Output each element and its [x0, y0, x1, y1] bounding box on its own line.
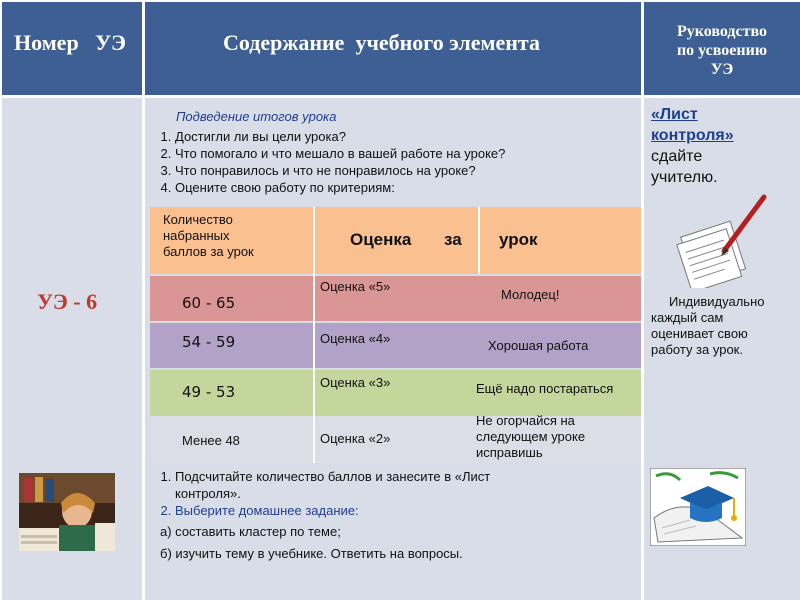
summary-title: Подведение итогов урока	[176, 109, 337, 124]
row-points: 60 - 65	[182, 294, 236, 312]
row-comment-line: следующем уроке	[476, 429, 586, 444]
summary-item: 3. Что понравилось и что не понравилось на уроке?	[175, 162, 505, 179]
task-item-line: Выберите домашнее задание:	[175, 503, 359, 518]
control-sheet-link[interactable]: «Лист	[651, 106, 698, 123]
task-item-line: контроля».	[175, 486, 241, 501]
header-number-cell	[2, 2, 142, 95]
student-photo	[19, 473, 115, 551]
table-divider	[478, 207, 480, 274]
guide-note-line: работу за урок.	[651, 342, 743, 357]
task-item	[175, 468, 615, 502]
row-comment-line: Не огорчайся на	[476, 413, 575, 428]
header-number-label: Номер УЭ	[14, 30, 126, 55]
guide-note-line: Индивидуально	[669, 294, 765, 309]
unit-cell	[2, 98, 142, 600]
task-item-line: Подсчитайте количество баллов и занесите в «Лист	[175, 469, 491, 484]
guide-text-line: сдайте	[651, 148, 703, 165]
row-comment: Хорошая работа	[488, 338, 589, 353]
task-item	[175, 502, 615, 519]
guide-note-line: оценивает свою	[651, 326, 748, 341]
row-comment-line: исправишь	[476, 445, 543, 460]
header-guide-line1: Руководство	[676, 23, 768, 40]
row-points: Менее 48	[182, 433, 240, 448]
table-head-grade-b: за	[444, 230, 462, 249]
row-grade: Оценка «3»	[320, 375, 391, 390]
summary-item: 1. Достигли ли вы цели урока?	[175, 128, 505, 145]
header-guide-line2: по усвоению	[676, 42, 768, 59]
row-points: 54 - 59	[182, 333, 236, 351]
row-comment	[476, 413, 585, 461]
table-divider	[313, 207, 315, 463]
header-guide-cell	[644, 2, 800, 95]
summary-item: 4. Оцените свою работу по критериям:	[175, 179, 505, 196]
header-content-label: Содержание учебного элемента	[223, 30, 540, 55]
table-head-points-line: набранных	[163, 228, 230, 243]
table-head-grade-a: Оценка	[350, 230, 412, 249]
table-head-grade-c: урок	[499, 230, 538, 249]
guide-text-line: учителю.	[651, 169, 718, 186]
row-grade: Оценка «4»	[320, 331, 391, 346]
row-comment: Ещё надо постараться	[476, 381, 614, 396]
guide-note	[651, 294, 764, 358]
row-grade: Оценка «2»	[320, 431, 391, 446]
table-head-points-line: Количество	[163, 212, 233, 227]
table-head-points	[163, 212, 254, 260]
summary-item: 2. Что помогало и что мешало в вашей работе на уроке?	[175, 145, 505, 162]
summary-list	[142, 128, 505, 196]
graduation-cap-icon	[650, 468, 746, 546]
row-comment: Молодец!	[501, 287, 560, 302]
control-sheet-link[interactable]: контроля»	[651, 127, 734, 144]
guide-note-line: каждый сам	[651, 310, 724, 325]
row-points: 49 - 53	[182, 383, 236, 401]
row-grade: Оценка «5»	[320, 279, 391, 294]
task-option-b: б) изучить тему в учебнике. Ответить на вопросы.	[160, 546, 463, 561]
task-option-a: а) составить кластер по теме;	[160, 524, 341, 539]
unit-label: УЭ - 6	[37, 289, 98, 314]
table-head-points-line: баллов за урок	[163, 244, 254, 259]
papers-pen-icon	[672, 193, 772, 288]
header-guide-line3: УЭ	[710, 61, 734, 78]
guide-instruction	[651, 104, 734, 188]
header-content-cell	[145, 2, 641, 95]
tasks-list	[142, 468, 615, 519]
